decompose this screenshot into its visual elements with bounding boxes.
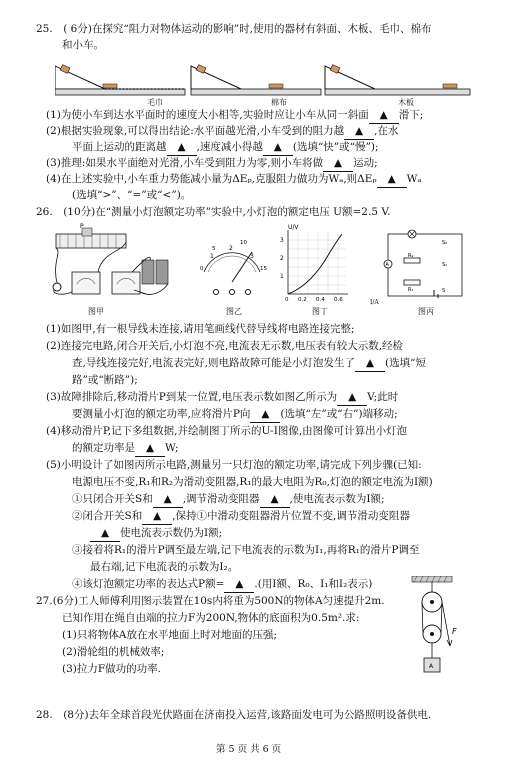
circuit-label-r1: R₁ [408, 287, 414, 293]
q27-given: 已知作用在绳自由端的拉力F为200N,物体的底面积为0.5m².求: [62, 612, 360, 624]
circuit-label-s: S [442, 288, 446, 294]
figure-ding-ui-graph [276, 222, 352, 304]
caption-figure-yi: 图乙 [226, 307, 242, 316]
meter-tick-10: 10 [240, 240, 247, 246]
q25-part4: (4)在上述实验中,小车重力势能减小量为ΔEₚ,克服阻力做功为Wₐ,则ΔEₚ ▲ Wₐ [46, 172, 421, 188]
page-footer: 第 5 页 共 6 页 [216, 744, 282, 755]
caption-figure-jia: 图甲 [88, 307, 104, 316]
graph-ylabel: U/V [288, 224, 299, 231]
svg-text:P: P [80, 223, 84, 230]
q25-part1: (1)为使小车到达水平面时的速度大小相等,实验时应让小车从同一斜面 ▲ 滑下; [46, 108, 423, 124]
q25-heading-cont: 和小车。 [62, 39, 104, 51]
q26-step4: ④该灯泡额定功率的表达式P额= ▲ .(用I额、R₀、I₁和I₂表示) [72, 577, 372, 593]
graph-xtick-0: 0 [285, 297, 289, 303]
answer-blank[interactable]: ▲ [369, 108, 399, 124]
q25-heading: 25. ( 6分)在探究“阻力对物体运动的影响”时,使用的器材有斜面、木板、毛巾、棉布 [36, 23, 432, 35]
label-object-a: A [429, 663, 434, 670]
meter-tick-15: 15 [260, 266, 267, 272]
meter-tick-0: 0 [200, 266, 204, 272]
circuit-label-ammeter: A [385, 262, 389, 268]
answer-blank[interactable]: ▲ [337, 390, 367, 406]
figure-jia-apparatus [42, 222, 180, 300]
q27-heading: 27.(6分)工人师傅利用图示装置在10s内将重为500N的物体A匀速提升2m. [36, 595, 385, 607]
caption-board: 木板 [398, 98, 414, 107]
answer-blank[interactable]: ▲ [167, 140, 197, 156]
caption-towel: 毛巾 [147, 98, 163, 107]
q26-step3-cont: 最右端,记下电流表的示数为I₂。 [90, 561, 239, 573]
incline-cotton [191, 65, 321, 95]
q26-part2-cont: 查,导线连接完好,电流表完好,则电路故障可能是小灯泡发生了 ▲ (选填“短 [72, 356, 426, 372]
caption-figure-bing: 图丙 [418, 307, 434, 316]
q26-part5: (5)小明设计了如图丙所示电路,测量另一只灯泡的额定功率,请完成下列步骤(已知: [46, 459, 422, 471]
caption-figure-ding: 图丁 [312, 307, 328, 316]
graph-xtick-06: 0.6 [334, 297, 343, 303]
circuit-label-s1: S₁ [442, 262, 448, 268]
graph-ytick-3: 3 [280, 237, 284, 244]
label-force-f: F [452, 627, 457, 636]
q27-part2: (2)滑轮组的机械效率; [62, 646, 165, 658]
q25-part3: (3)推理:如果水平面绝对光滑,小车受到阻力为零,则小车将做 ▲ 运动; [46, 156, 378, 172]
answer-blank[interactable]: ▲ [250, 407, 280, 423]
circuit-label-r2: R₂ [408, 253, 414, 259]
incline-figures [55, 56, 475, 100]
answer-blank[interactable]: ▲ [263, 140, 293, 156]
q27-part3: (3)拉力F做功的功率. [62, 663, 161, 675]
graph-xtick-02: 0.2 [298, 297, 307, 303]
graph-xlabel: I/A [370, 299, 379, 306]
figure-bing-circuit [382, 224, 470, 302]
q26-step1: ①只闭合开关S和 ▲ ,调节滑动变阻器 ▲ ,使电流表示数为I额; [72, 492, 385, 508]
answer-blank[interactable]: ▲ [344, 124, 374, 140]
q26-step3: ③接着将R₁的滑片P调至最左端,记下电流表的示数为I₁,再将R₁的滑片P调至 [72, 544, 420, 556]
answer-blank[interactable]: ▲ [323, 156, 353, 172]
q26-heading: 26. (10分)在“测量小灯泡额定功率”实验中,小灯泡的额定电压 U额=2.5 V. [36, 206, 391, 218]
q26-step2-cont: ▲ 使电流表示数仍为I额; [90, 526, 222, 542]
q25-part2: (2)根据实验现象,可以得出结论:水平面越光滑,小车受到的阻力越 ▲ ,在水 [46, 124, 398, 140]
q28-heading: 28. (8分)去年全球首段光伏路面在济南投入运营,该路面发电可为公路照明设备供电. [36, 709, 432, 721]
answer-blank[interactable]: ▲ [377, 172, 407, 188]
meter-tick-small-1: 1 [210, 253, 214, 260]
meter-tick-5: 5 [212, 246, 216, 252]
answer-blank[interactable]: ▲ [355, 356, 385, 372]
q26-part5-cont: 电源电压不变,R₁和R₂为滑动变阻器,R₁的最大电阻为R₀,灯泡的额定电流为I额) [72, 476, 433, 488]
q26-part3: (3)故障排除后,移动滑片P到某一位置,电压表示数如图乙所示为 ▲ V;此时 [46, 390, 398, 406]
figure-yi-voltmeter [196, 228, 268, 300]
meter-tick-small-3: 3 [250, 253, 254, 260]
answer-blank[interactable]: ▲ [153, 492, 183, 508]
q26-part1: (1)如图甲,有一根导线未连接,请用笔画线代替导线将电路连接完整; [46, 323, 355, 335]
caption-cotton: 棉布 [271, 98, 287, 107]
circuit-label-s2: S₂ [442, 240, 448, 246]
graph-ytick-1: 1 [280, 273, 284, 280]
q26-part2-cont2: 路”或“断路”); [72, 374, 138, 386]
incline-board [325, 65, 470, 95]
q26-step2: ②闭合开关S和 ▲ ,保持①中滑动变阻器滑片位置不变,调节滑动变阻器 [72, 509, 410, 525]
q25-part4-cont: (选填“>”、“=”或“<”)。 [72, 189, 192, 201]
q25-part2-cont: 平面上运动的距离越 ▲ ,速度减小得越 ▲ (选填“快”或“慢”); [72, 140, 379, 156]
answer-blank[interactable]: ▲ [142, 509, 172, 525]
answer-blank[interactable]: ▲ [224, 577, 254, 593]
q26-part3-cont: 要测量小灯泡的额定功率,应将滑片P向 ▲ (选填“左”或“右”)端移动; [72, 407, 398, 423]
q27-part1: (1)只将物体A放在水平地面上时对地面的压强; [62, 629, 277, 641]
q26-part4-cont: 的额定功率是 ▲ W; [72, 441, 178, 457]
meter-tick-small-2: 2 [229, 245, 233, 252]
graph-ytick-2: 2 [280, 255, 284, 262]
answer-blank[interactable]: ▲ [135, 441, 165, 457]
answer-blank[interactable]: ▲ [90, 526, 120, 542]
answer-blank[interactable]: ▲ [260, 492, 290, 508]
incline-towel [55, 65, 185, 95]
q26-part4: (4)移动滑片P,记下多组数据,并绘制图丁所示的U-I图像,由图像可计算出小灯泡 [46, 425, 408, 437]
graph-xtick-04: 0.4 [316, 297, 325, 303]
q26-part2: (2)连接完电路,闭合开关后,小灯泡不亮,电流表无示数,电压表有较大示数,经检 [46, 340, 404, 352]
pulley-system-figure [408, 576, 464, 680]
